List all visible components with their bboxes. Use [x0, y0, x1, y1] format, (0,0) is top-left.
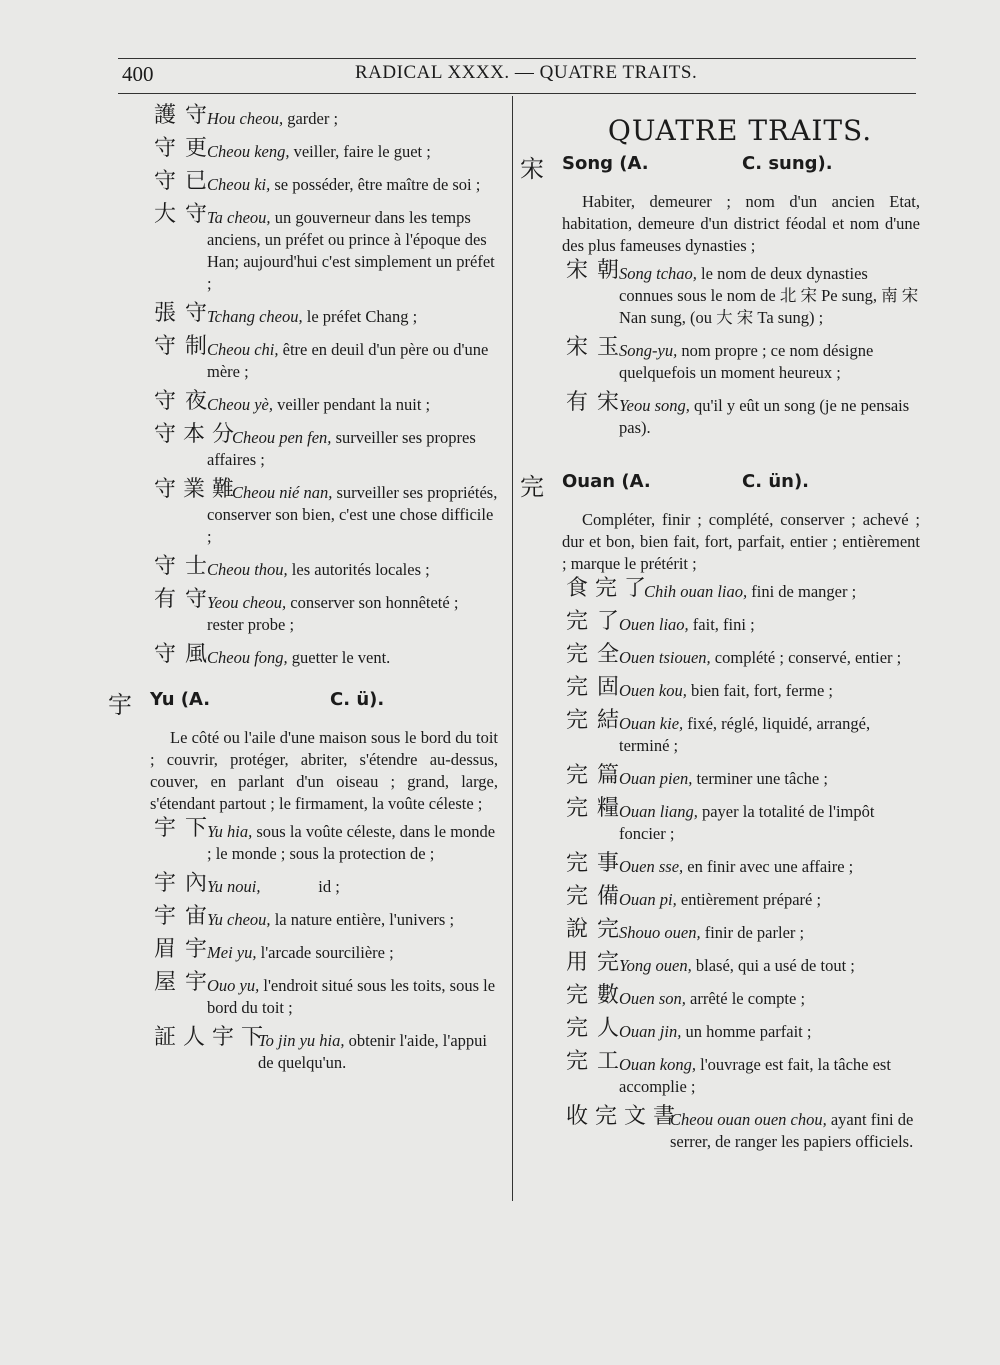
romanization: Ouan kong,	[619, 1055, 696, 1074]
running-title: RADICAL XXXX. — QUATRE TRAITS.	[355, 62, 698, 83]
gloss: veiller pendant la nuit ;	[272, 395, 431, 414]
list-item	[108, 103, 498, 130]
gloss: veiller, faire le guet ;	[289, 142, 431, 161]
romanization: To jin yu hia,	[258, 1031, 345, 1050]
gloss: les autorités locales ;	[287, 560, 430, 579]
romanization: Chih ouan liao,	[644, 582, 748, 601]
list-item	[520, 983, 920, 1010]
hanzi: 宇 內	[154, 871, 208, 896]
romanization: Ouan liang,	[619, 802, 698, 821]
gloss: terminer une tâche ;	[692, 769, 828, 788]
romanization: Ouo yu,	[207, 976, 260, 995]
gloss: entièrement préparé ;	[676, 890, 822, 909]
list-item	[520, 1016, 920, 1043]
gloss: garder ;	[283, 109, 339, 128]
headword-hanzi: 宇	[108, 691, 132, 719]
page-number: 400	[122, 62, 154, 86]
romanization: Ouan pi,	[619, 890, 677, 909]
list-item	[108, 1025, 498, 1074]
romanization: Shouo ouen,	[619, 923, 701, 942]
hanzi: 守 士	[154, 554, 208, 579]
entries-cheou	[108, 103, 498, 669]
romanization: Tchang cheou,	[207, 307, 303, 326]
list-item	[108, 389, 498, 416]
hanzi: 完 全	[566, 642, 620, 667]
gloss: sous la voûte céleste, dans le monde ; le monde ; sous la protection de ;	[207, 822, 496, 863]
list-item	[520, 258, 920, 329]
romanization: Yong ouen,	[619, 956, 692, 975]
definition-ouan: Compléter, finir ; complété, conserver ; achevé ; dur et bon, bien fait, fort, parfait, entier ; entièrement ; marque le prétérit ;	[562, 510, 920, 573]
romanization: Cheou pen fen,	[232, 428, 332, 447]
gloss: nom propre ; ce nom désigne quelquefois un moment heureux ;	[619, 341, 874, 382]
gloss: en finir avec une affaire ;	[683, 857, 854, 876]
hanzi: 宋 玉	[566, 335, 620, 360]
list-item	[108, 169, 498, 196]
gloss: se posséder, être maître de soi ;	[270, 175, 481, 194]
hanzi: 張 守	[154, 301, 208, 326]
list-item	[108, 970, 498, 1019]
gloss: le nom de deux dynasties connues sous le nom de 北 宋 Pe sung, 南 宋 Nan sung, (ou 大 宋 Ta sung) ;	[619, 264, 919, 327]
romanization: Cheou fong,	[207, 648, 288, 667]
romanization: Yu cheou,	[207, 910, 271, 929]
definition-yu: Le côté ou l'aile d'une maison sous le bord du toit ; couvrir, protéger, abriter, s'étendre au-dessus, couver, en parlant d'un oiseau ; grand, large, s'étendant partout ; le firmament, la voûte céleste ;	[150, 728, 498, 813]
gloss: l'arcade sourcilière ;	[256, 943, 394, 962]
list-item	[520, 642, 920, 669]
left-column	[108, 103, 498, 1085]
gloss: complété ; conservé, entier ;	[710, 648, 902, 667]
romanization: Yu noui,	[207, 877, 261, 896]
romanization: Cheou yè,	[207, 395, 273, 414]
romanization: Yu hia,	[207, 822, 253, 841]
gloss: l'endroit situé sous les toits, sous le bord du toit ;	[207, 976, 496, 1017]
romanization: Cheou thou,	[207, 560, 288, 579]
romanization: Ouen liao,	[619, 615, 689, 634]
gloss: blasé, qui a usé de tout ;	[691, 956, 855, 975]
gloss: fini de manger ;	[747, 582, 857, 601]
headword-ouan	[520, 469, 920, 503]
list-item	[520, 950, 920, 977]
headword-cantonese: C. ün).	[742, 471, 810, 492]
hanzi: 完 篇	[566, 763, 620, 788]
list-item	[108, 937, 498, 964]
headword-romanization: Ouan (A.	[562, 471, 651, 492]
list-item	[520, 763, 920, 790]
headword-cantonese: C. sung).	[742, 153, 833, 174]
headword-song	[520, 151, 920, 185]
hanzi: 屋 宇	[154, 970, 208, 995]
list-item	[108, 136, 498, 163]
list-item	[520, 851, 920, 878]
entries-ouan	[520, 576, 920, 1153]
headword-hanzi: 宋	[520, 155, 544, 183]
hanzi: 完 事	[566, 851, 620, 876]
hanzi: 完 了	[566, 609, 620, 634]
hanzi: 護 守	[154, 103, 208, 128]
gloss: obtenir l'aide, l'appui de quelqu'un.	[258, 1031, 487, 1072]
romanization: Ouan pien,	[619, 769, 693, 788]
gloss: arrêté le compte ;	[685, 989, 806, 1008]
list-item	[108, 816, 498, 865]
gloss: la nature entière, l'univers ;	[270, 910, 455, 929]
list-item	[520, 675, 920, 702]
romanization: Ouen tsiouen,	[619, 648, 711, 667]
headword-romanization: Yu (A.	[150, 689, 211, 710]
page-header	[118, 58, 916, 96]
gloss: ayant fini de serrer, de ranger les papiers officiels.	[670, 1110, 914, 1151]
romanization: Ouan kie,	[619, 714, 684, 733]
romanization: Cheou nié nan,	[232, 483, 333, 502]
list-item	[520, 609, 920, 636]
romanization: Ta cheou,	[207, 208, 271, 227]
gloss: fixé, réglé, liquidé, arrangé, terminé ;	[619, 714, 871, 755]
romanization: Yeou cheou,	[207, 593, 287, 612]
list-item	[520, 917, 920, 944]
list-item	[520, 335, 920, 384]
romanization: Ouen kou,	[619, 681, 687, 700]
list-item	[520, 1104, 920, 1153]
hanzi: 守 風	[154, 642, 208, 667]
gloss: un homme parfait ;	[681, 1022, 812, 1041]
hanzi: 証 人 宇 下	[154, 1025, 263, 1050]
headword-hanzi: 完	[520, 473, 544, 501]
list-item	[108, 587, 498, 636]
gloss: un gouverneur dans les temps anciens, un préfet ou prince à l'époque des Han; aujourd'hui c'est simplement un préfet ;	[207, 208, 495, 293]
romanization: Ouen son,	[619, 989, 686, 1008]
gloss: qu'il y eût un song (je ne pensais pas).	[619, 396, 910, 437]
hanzi: 守 已	[154, 169, 208, 194]
section-title: QUATRE TRAITS.	[607, 114, 873, 147]
headword-cantonese: C. ü).	[330, 689, 385, 710]
romanization: Song tchao,	[619, 264, 697, 283]
list-item	[108, 334, 498, 383]
entries-yu	[108, 816, 498, 1074]
hanzi: 完 備	[566, 884, 620, 909]
list-item	[108, 904, 498, 931]
list-item	[520, 1049, 920, 1098]
hanzi: 說 完	[566, 917, 620, 942]
hanzi: 完 人	[566, 1016, 620, 1041]
gloss: être en deuil d'un père ou d'une mère ;	[207, 340, 489, 381]
hanzi: 守 夜	[154, 389, 208, 414]
definition-song: Habiter, demeurer ; nom d'un ancien Etat, habitation, demeure d'un district féodal et nom d'une des plus fameuses dynasties ;	[562, 192, 920, 255]
list-item	[108, 301, 498, 328]
list-item	[108, 554, 498, 581]
hanzi: 守 業 難	[154, 477, 234, 502]
gloss: surveiller ses propres affaires ;	[207, 428, 476, 469]
hanzi: 有 守	[154, 587, 208, 612]
gloss: le préfet Chang ;	[302, 307, 418, 326]
list-item	[108, 202, 498, 295]
right-column	[520, 108, 920, 1164]
gloss: bien fait, fort, ferme ;	[686, 681, 833, 700]
hanzi: 完 工	[566, 1049, 620, 1074]
list-item	[108, 642, 498, 669]
gloss: finir de parler ;	[700, 923, 805, 942]
gloss: id ;	[260, 877, 340, 896]
hanzi: 守 本 分	[154, 422, 234, 447]
gloss: guetter le vent.	[287, 648, 391, 667]
list-item	[520, 708, 920, 757]
romanization: Yeou song,	[619, 396, 690, 415]
headword-yu	[108, 687, 498, 721]
hanzi: 收 完 文 書	[566, 1104, 675, 1129]
romanization: Cheou chi,	[207, 340, 279, 359]
hanzi: 宇 宙	[154, 904, 208, 929]
gloss: surveiller ses propriétés, conserver son bien, c'est une chose difficile ;	[207, 483, 498, 546]
list-item	[108, 422, 498, 471]
gloss: conserver son honnêteté ; rester probe ;	[207, 593, 459, 634]
romanization: Cheou ouan ouen chou,	[670, 1110, 827, 1129]
hanzi: 守 更	[154, 136, 208, 161]
hanzi: 有 宋	[566, 390, 620, 415]
header-bottom-rule	[118, 93, 916, 94]
hanzi: 守 制	[154, 334, 208, 359]
list-item	[108, 477, 498, 548]
list-item	[520, 884, 920, 911]
hanzi: 完 數	[566, 983, 620, 1008]
hanzi: 眉 宇	[154, 937, 208, 962]
list-item	[108, 871, 498, 898]
list-item	[520, 390, 920, 439]
hanzi: 完 固	[566, 675, 620, 700]
entries-song	[520, 258, 920, 439]
romanization: Cheou ki,	[207, 175, 271, 194]
romanization: Ouen sse,	[619, 857, 684, 876]
header-top-rule	[118, 58, 916, 59]
hanzi: 宇 下	[154, 816, 208, 841]
hanzi: 食 完 了	[566, 576, 646, 601]
hanzi: 大 守	[154, 202, 208, 227]
romanization: Hou cheou,	[207, 109, 284, 128]
romanization: Cheou keng,	[207, 142, 290, 161]
column-divider	[512, 96, 513, 1201]
romanization: Ouan jin,	[619, 1022, 682, 1041]
list-item	[520, 576, 920, 603]
romanization: Mei yu,	[207, 943, 257, 962]
hanzi: 完 糧	[566, 796, 620, 821]
gloss: fait, fini ;	[688, 615, 755, 634]
list-item	[520, 796, 920, 845]
hanzi: 用 完	[566, 950, 620, 975]
hanzi: 完 結	[566, 708, 620, 733]
hanzi: 宋 朝	[566, 258, 620, 283]
gloss: payer la totalité de l'impôt foncier ;	[619, 802, 875, 843]
romanization: Song-yu,	[619, 341, 678, 360]
headword-romanization: Song (A.	[562, 153, 649, 174]
gloss: l'ouvrage est fait, la tâche est accomplie ;	[619, 1055, 891, 1096]
